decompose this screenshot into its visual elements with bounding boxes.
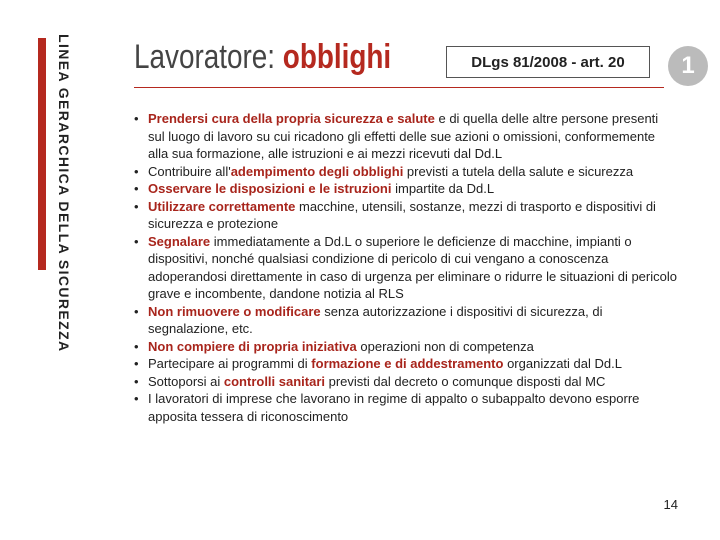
list-item	[133, 390, 678, 425]
body-text: previsti a tutela della salute e sicurezza	[403, 163, 634, 179]
slide-badge: 1	[668, 46, 708, 86]
list-item	[133, 355, 678, 373]
body-text: I lavoratori di imprese che lavorano in regime di appalto o subappalto devono esporre apposita tessera di riconoscimento	[148, 391, 640, 424]
highlighted-text: Segnalare	[148, 233, 211, 249]
body-text: previsti dal decreto o comunque disposti dal MC	[325, 373, 606, 389]
title-divider	[134, 87, 664, 88]
title-prefix: Lavoratore:	[134, 38, 283, 76]
body-text: Contribuire all'	[148, 163, 231, 179]
highlighted-text: controlli sanitari	[223, 373, 326, 389]
list-item	[133, 233, 678, 303]
highlighted-text: adempimento degli obblighi	[230, 163, 404, 179]
list-item	[133, 373, 678, 391]
body-text: e di quella delle altre persone presenti sul luogo di lavoro su cui ricadono gli effetti delle sue azioni o omissioni, conformemente alla sua formazione, alle istruzioni e ai mezzi ricevuti dal Dd.L	[148, 111, 659, 161]
slide-title	[134, 38, 391, 77]
list-item	[133, 180, 678, 198]
obligations-list	[133, 110, 678, 425]
body-text: immediatamente a Dd.L o superiore le deficienze di macchine, impianti o dispositivi, nonché qualsiasi condizione di pericolo di cui vengano a conoscenza adoperandosi direttamente in caso di urgenza per eliminare o ridurre le situazioni di pericolo grave e incombente, dandone notizia al RLS	[148, 233, 677, 301]
accent-bar	[38, 38, 46, 270]
list-item	[133, 198, 678, 233]
law-reference-box: DLgs 81/2008 - art. 20	[446, 46, 650, 78]
body-text: macchine, utensili, sostanze, mezzi di trasporto e dispositivi di sicurezza e protezione	[148, 198, 656, 231]
section-label: LINEA GERARCHICA DELLA SICUREZZA	[56, 34, 72, 353]
list-item	[133, 303, 678, 338]
highlighted-text: Prendersi cura della propria sicurezza e salute	[148, 111, 435, 126]
title-highlight: obblighi	[282, 38, 392, 76]
list-item	[133, 163, 678, 181]
highlighted-text: Non compiere di propria iniziativa	[148, 338, 357, 354]
body-text: Partecipare ai programmi di	[148, 356, 312, 371]
body-text: Sottoporsi ai	[148, 373, 224, 389]
list-item	[133, 338, 678, 356]
list-item	[133, 110, 678, 163]
highlighted-text: Osservare le disposizioni e le istruzioni	[148, 181, 392, 196]
body-text: operazioni non di competenza	[356, 338, 534, 354]
page-number: 14	[663, 497, 678, 512]
body-text: organizzati dal Dd.L	[503, 356, 622, 371]
body-text: impartite da Dd.L	[391, 181, 495, 196]
highlighted-text: Non rimuovere o modificare	[148, 303, 321, 319]
highlighted-text: formazione e di addestramento	[311, 356, 504, 371]
body-text: senza autorizzazione i dispositivi di sicurezza, di segnalazione, etc.	[148, 303, 603, 336]
highlighted-text: Utilizzare correttamente	[148, 198, 296, 214]
